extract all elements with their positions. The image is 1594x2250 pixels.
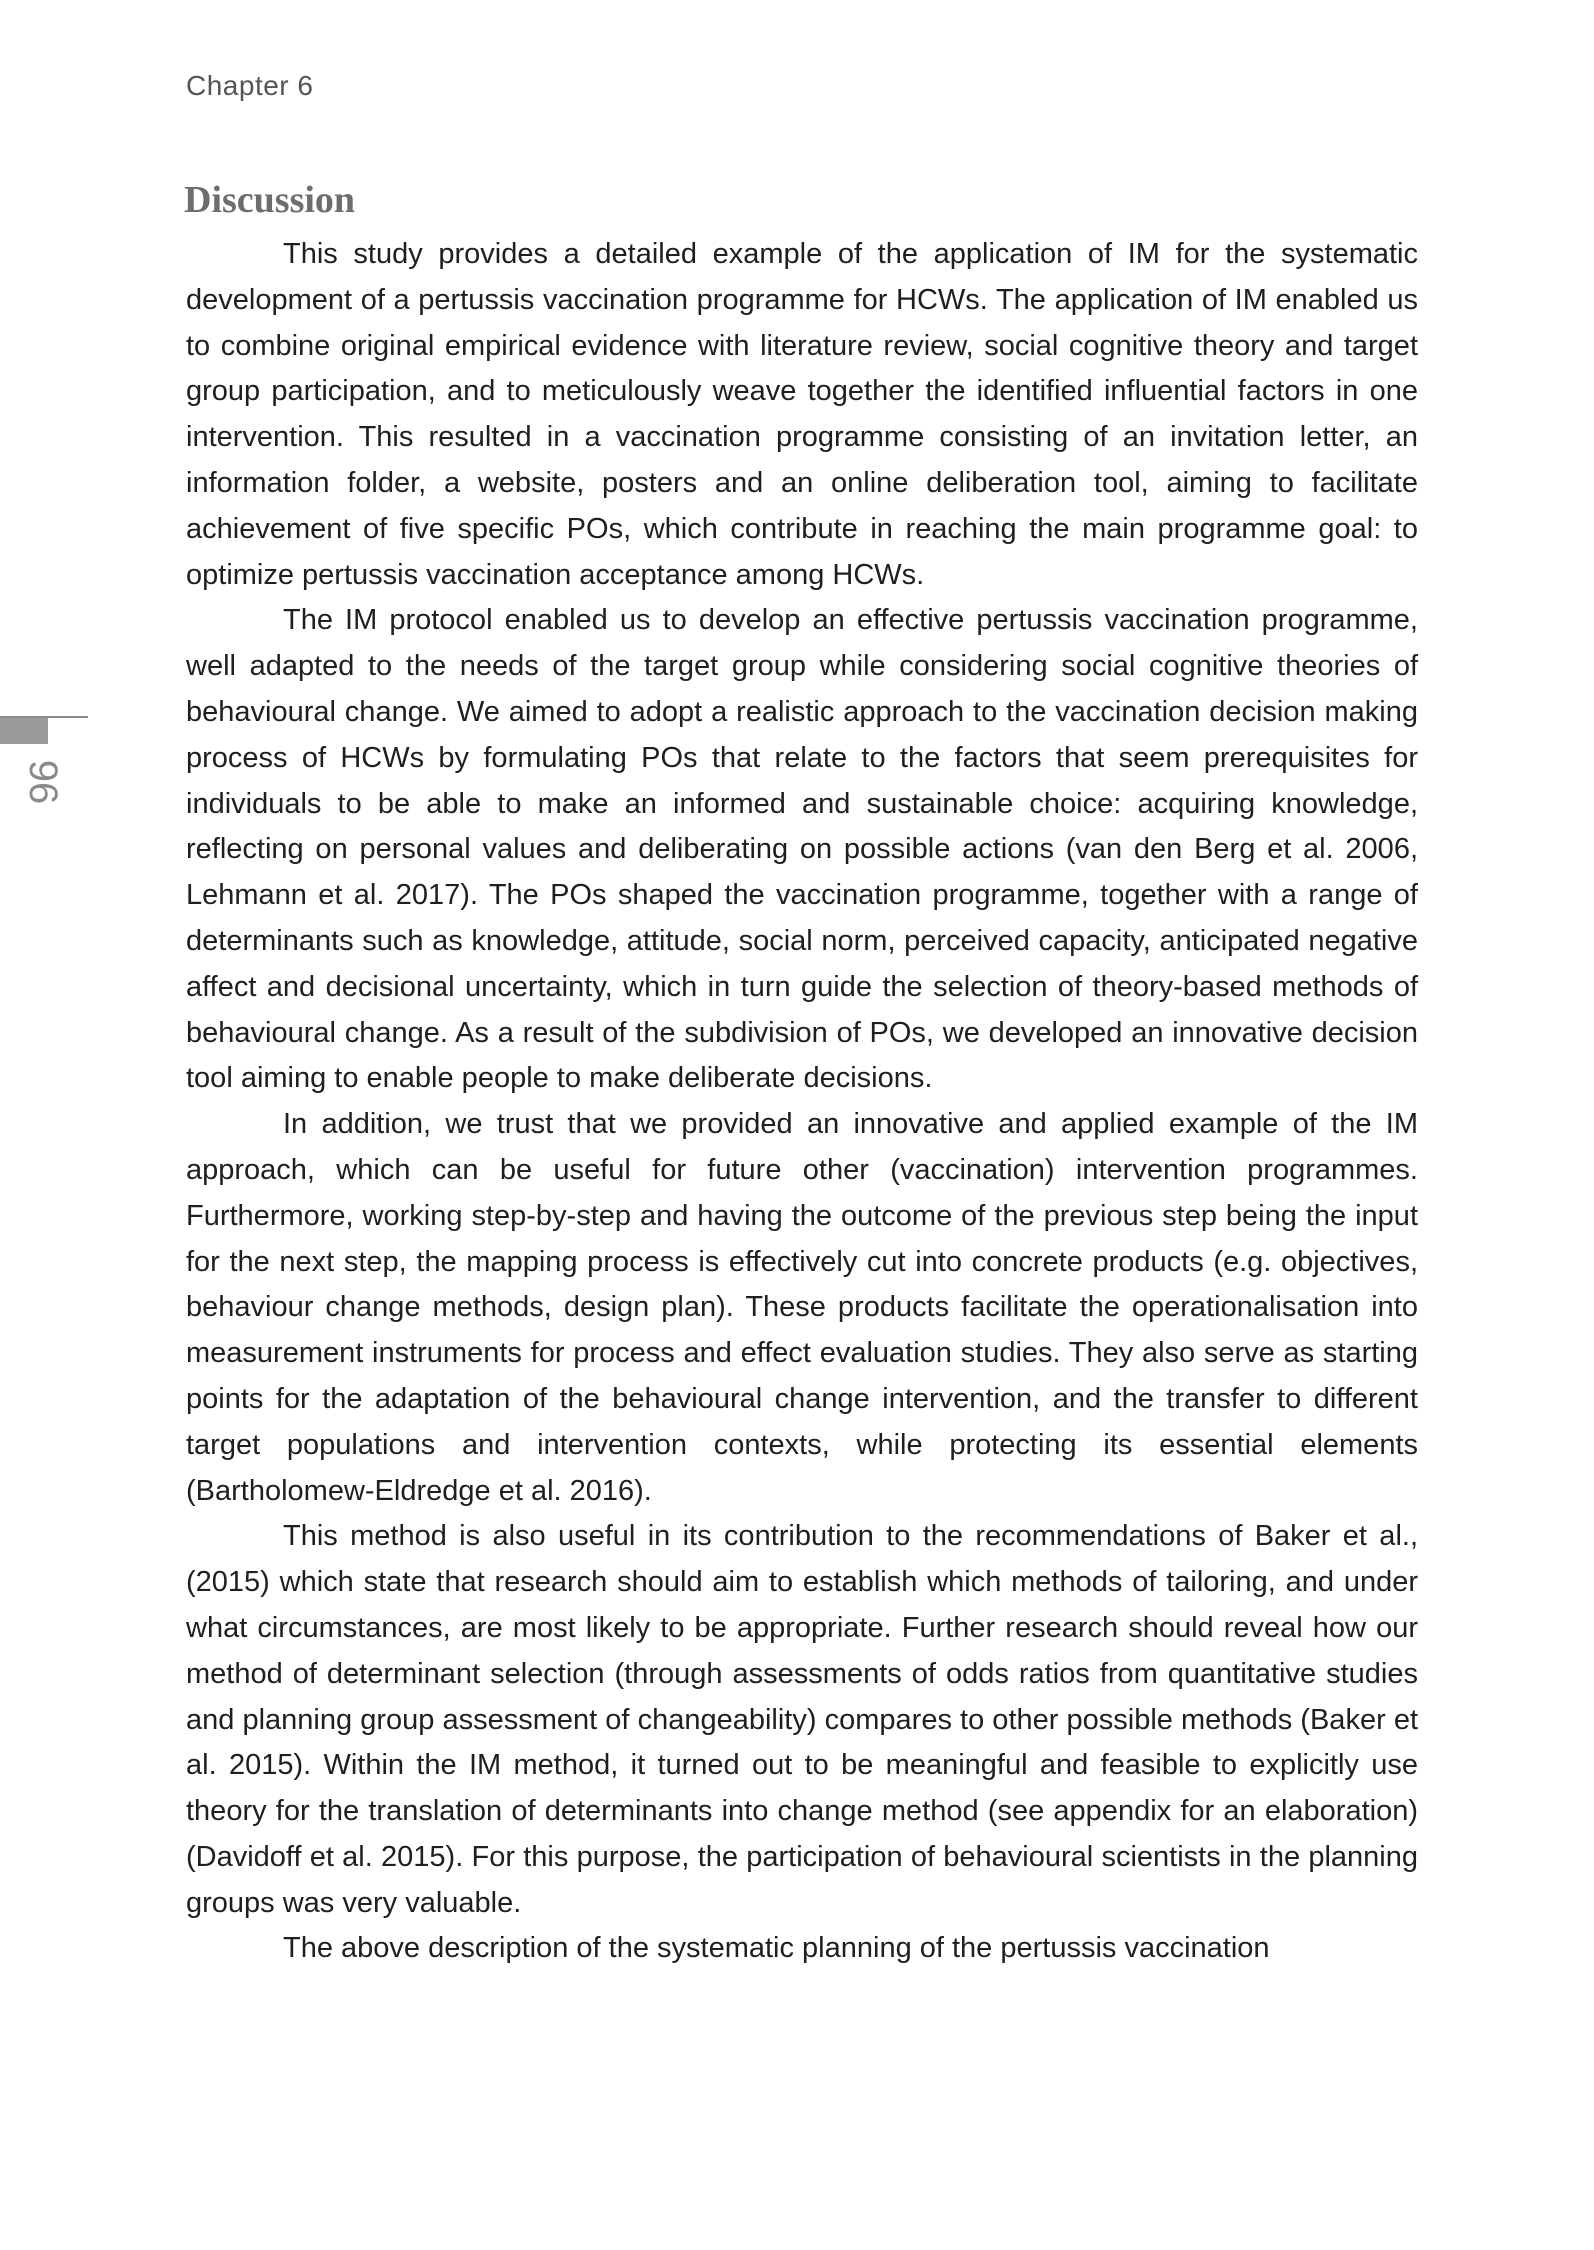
paragraph: This method is also useful in its contribution to the recommendations of Baker et al., (2015) which state that research should aim to establish which methods of tailoring, and under what circumstances, are most likely to be appropriate. Further research should reveal how our method of determinant selection (through assessments of odds ratios from quantitative studies and planning group assessment of changeability) compares to other possible methods (Baker et al. 2015). Within the IM method, it turned out to be meaningful and feasible to explicitly use theory for the translation of determinants into change method (see appendix for an elaboration) (Davidoff et al. 2015). For this purpose, the participation of behavioural scientists in the planning groups was very valuable. — [186, 1520, 1418, 1919]
running-head: Chapter 6 — [186, 70, 314, 101]
paragraph: This study provides a detailed example of the application of IM for the systematic development of a pertussis vaccination programme for HCWs. The application of IM enabled us to combine original empirical evidence with literature review, social cognitive theory and target group participation, and to meticulously weave together the identified influential factors in one intervention. This resulted in a vaccination programme consisting of an invitation letter, an information folder, a website, posters and an online deliberation tool, aiming to facilitate achievement of five specific POs, which contribute in reaching the main programme goal: to optimize pertussis vaccination acceptance among HCWs. — [186, 238, 1418, 591]
section-heading: Discussion — [184, 179, 356, 221]
paragraph: In addition, we trust that we provided an innovative and applied example of the IM approach, which can be useful for future other (vaccination) intervention programmes. Furthermore, working step-by-step and having the outcome of the previous step being the input for the next step, the mapping process is effectively cut into concrete products (e.g. objectives, behaviour change methods, design plan). These products facilitate the operationalisation into measurement instruments for process and effect evaluation studies. They also serve as starting points for the adaptation of the behavioural change intervention, and the transfer to different target populations and intervention contexts, while protecting its essential elements (Bartholomew-Eldredge et al. 2016). — [186, 1108, 1418, 1507]
paragraph: The IM protocol enabled us to develop an effective pertussis vaccination programme, well adapted to the needs of the target group while considering social cognitive theories of behavioural change. We aimed to adopt a realistic approach to the vaccination decision making process of HCWs by formulating POs that relate to the factors that seem prerequisites for individuals to be able to make an informed and sustainable choice: acquiring knowledge, reflecting on personal values and deliberating on possible actions (van den Berg et al. 2006, Lehmann et al. 2017). The POs shaped the vaccination programme, together with a range of determinants such as knowledge, attitude, social norm, perceived capacity, anticipated negative affect and decisional uncertainty, which in turn guide the selection of theory-based methods of behavioural change. As a result of the subdivision of POs, we developed an innovative decision tool aiming to enable people to make deliberate decisions. — [186, 604, 1418, 1095]
paragraph: The above description of the systematic planning of the pertussis vaccination — [283, 1932, 1270, 1965]
page-tab-marker — [0, 718, 48, 744]
body-text — [186, 232, 1418, 1972]
page-number: 96 — [21, 759, 65, 805]
